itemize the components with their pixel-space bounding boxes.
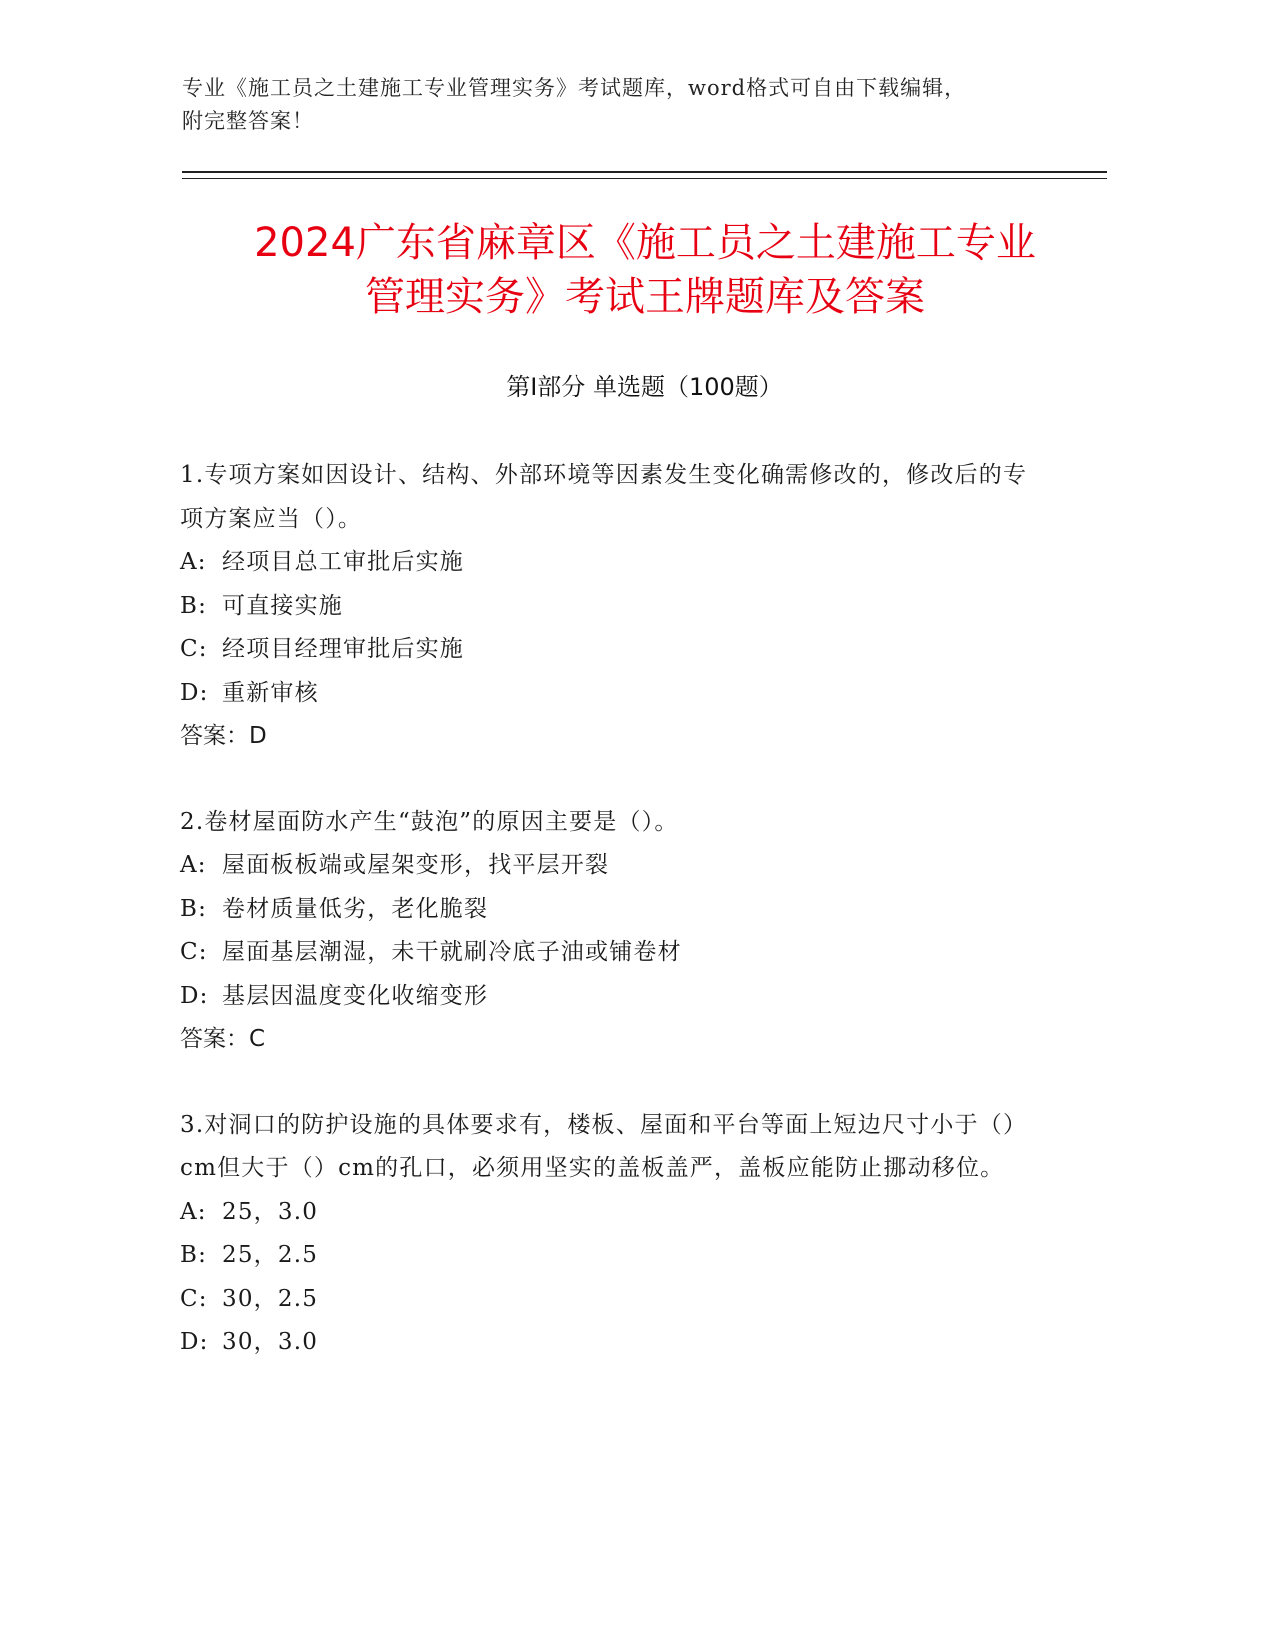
option-key: D: <box>180 679 209 706</box>
question-list <box>180 454 1040 1407</box>
option-text: 25，2.5 <box>222 1242 319 1268</box>
option-d <box>180 1321 1040 1365</box>
option-text: 经项目经理审批后实施 <box>222 636 464 662</box>
document-title-line2: 管理实务》考试王牌题库及答案 <box>365 274 925 320</box>
option-text: 30，2.5 <box>222 1285 319 1312</box>
document-title-line1: 2024广东省麻章区《施工员之土建施工专业 <box>254 220 1036 266</box>
option-c <box>180 1278 1040 1322</box>
option-text: 重新审核 <box>222 679 319 706</box>
option-b <box>180 1234 1040 1278</box>
option-key: C: <box>180 939 208 965</box>
option-key: B: <box>180 1242 208 1268</box>
option-d <box>180 672 1040 716</box>
section-title: 第Ⅰ部分 单选题（100题） <box>506 373 783 401</box>
question-2 <box>180 801 1040 1062</box>
option-key: B: <box>180 592 208 619</box>
option-text: 经项目总工审批后实施 <box>222 549 464 575</box>
option-key: A: <box>180 1198 207 1225</box>
option-b <box>180 585 1040 629</box>
option-key: B: <box>180 895 208 922</box>
header-divider-thin <box>182 178 1107 179</box>
option-text: 基层因温度变化收缩变形 <box>222 982 489 1009</box>
option-b <box>180 888 1040 932</box>
option-c <box>180 931 1040 975</box>
option-a <box>180 844 1040 888</box>
option-a <box>180 1191 1040 1235</box>
option-key: C: <box>180 1285 208 1312</box>
option-text: 屋面基层潮湿，未干就刷冷底子油或铺卷材 <box>222 939 682 965</box>
option-key: D: <box>180 982 209 1009</box>
question-1 <box>180 454 1040 759</box>
option-key: D: <box>180 1329 209 1355</box>
question-stem: 2.卷材屋面防水产生“鼓泡”的原因主要是（）。 <box>180 808 679 835</box>
option-d <box>180 975 1040 1019</box>
option-text: 25，3.0 <box>222 1198 319 1225</box>
option-c <box>180 628 1040 672</box>
option-text: 30，3.0 <box>222 1329 319 1355</box>
option-key: A: <box>180 852 207 878</box>
option-key: C: <box>180 636 208 662</box>
document-title <box>150 216 1140 324</box>
header-note <box>182 72 1082 138</box>
option-text: 屋面板板端或屋架变形，找平层开裂 <box>222 852 610 878</box>
option-text: 可直接实施 <box>222 592 343 619</box>
answer-label: 答案：C <box>180 1026 266 1052</box>
header-divider-thick <box>182 171 1107 173</box>
question-stem: 3.对洞口的防护设施的具体要求有，楼板、屋面和平台等面上短边尺寸小于（）cm但大于（）cm的孔口，必须用坚实的盖板盖严，盖板应能防止挪动移位。 <box>180 1111 1028 1181</box>
option-key: A: <box>180 549 207 575</box>
header-note-line2: 附完整答案！ <box>182 109 314 133</box>
answer-label: 答案：D <box>180 723 267 749</box>
option-text: 卷材质量低劣，老化脆裂 <box>222 895 489 922</box>
question-stem: 1.专项方案如因设计、结构、外部环境等因素发生变化确需修改的，修改后的专项方案应当（）。 <box>180 462 1028 532</box>
question-3 <box>180 1104 1040 1365</box>
header-note-line1: 专业《施工员之土建施工专业管理实务》考试题库，word格式可自由下载编辑， <box>182 76 967 100</box>
option-a <box>180 541 1040 585</box>
